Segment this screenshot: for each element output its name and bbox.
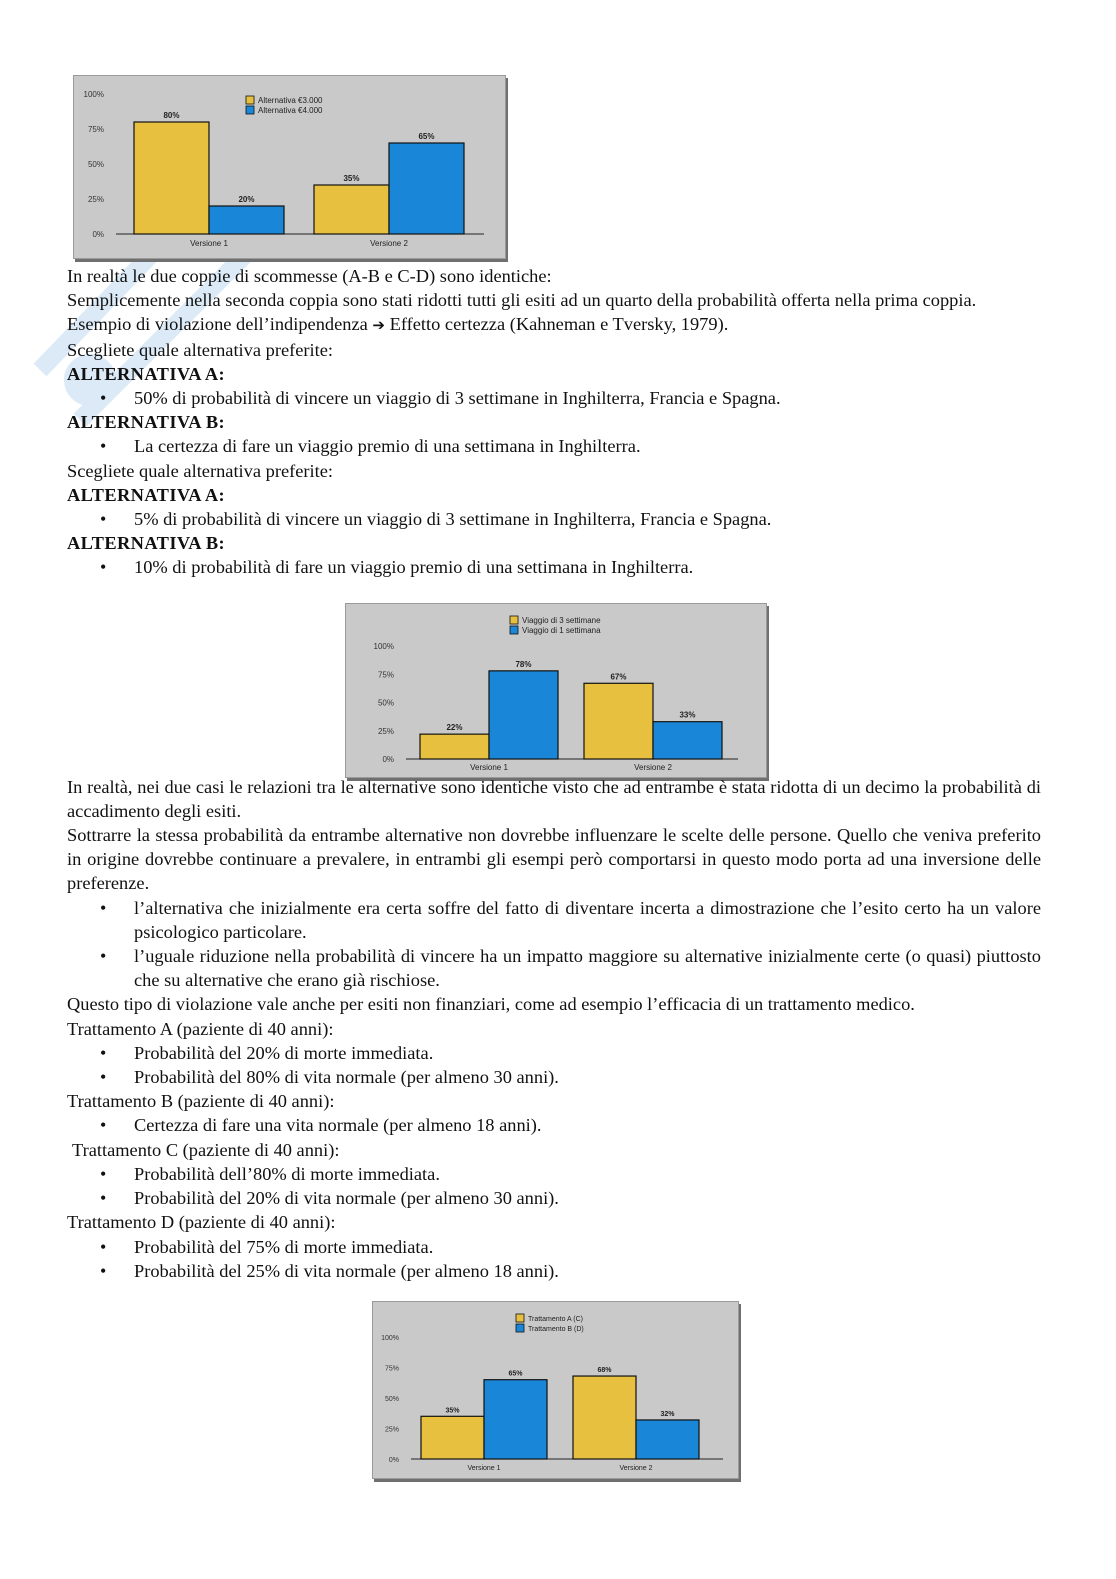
bullet-list: [67, 1113, 1041, 1137]
paragraph: In realtà, nei due casi le relazioni tra le alternative sono identiche visto che ad entrambe è stata ridotta di un decimo la probabilità di accadimento degli esiti.: [67, 776, 1041, 821]
bullet-list: [67, 434, 1041, 458]
bar: [573, 1376, 636, 1459]
y-tick-label: 100%: [83, 90, 104, 99]
list-item: • 50% di probabilità di vincere un viaggio di 3 settimane in Inghilterra, Francia e Spagna.: [67, 386, 1041, 410]
y-tick-label: 50%: [384, 1396, 399, 1403]
bar-data-label: 35%: [343, 174, 360, 183]
legend-swatch: [246, 106, 254, 114]
x-category-label: Versione 1: [470, 763, 508, 772]
y-tick-label: 100%: [381, 1335, 399, 1342]
legend-label: Viaggio di 3 settimane: [522, 616, 601, 625]
bar-data-label: 80%: [163, 111, 180, 120]
bar: [421, 1416, 484, 1459]
treatment-d-heading: Trattamento D (paziente di 40 anni):: [67, 1212, 336, 1233]
paragraph-text: Esempio di violazione dell’indipendenza: [67, 314, 373, 335]
bar-data-label: 67%: [610, 672, 627, 682]
legend-label: Alternativa €3.000: [258, 96, 323, 105]
bar-data-label: 65%: [508, 1370, 523, 1378]
list-item: • Probabilità del 20% di morte immediata.: [67, 1041, 1041, 1065]
x-category-label: Versione 1: [467, 1465, 501, 1472]
list-item: • l’alternativa che inizialmente era certa soffre del fatto di diventare incerta a dimostrazione che l’esito certo ha un valore psicologico particolare.: [67, 896, 1041, 944]
paragraph: Scegliete quale alternativa preferite:: [67, 339, 334, 360]
y-tick-label: 50%: [87, 160, 104, 169]
bar-data-label: 33%: [679, 710, 696, 720]
legend-swatch: [516, 1314, 524, 1322]
treatment-a-heading: Trattamento A (paziente di 40 anni):: [67, 1018, 334, 1039]
bullet-list: [67, 555, 1041, 579]
x-category-label: Versione 2: [619, 1465, 653, 1472]
chart-3-svg: [373, 1302, 738, 1478]
list-item: • l’uguale riduzione nella probabilità di vincere ha un impatto maggiore su alternative inizialmente certe (o quasi) piuttosto che su alternative che erano già rischiose.: [67, 944, 1041, 992]
y-tick-label: 75%: [377, 670, 394, 680]
bullet-list: [67, 386, 1041, 410]
bar-data-label: 35%: [445, 1407, 460, 1415]
bar: [134, 122, 209, 234]
bullet-list: [67, 1162, 1041, 1210]
bar: [314, 185, 389, 234]
y-tick-label: 25%: [87, 195, 104, 204]
bar-data-label: 78%: [515, 659, 532, 669]
bar-data-label: 65%: [418, 132, 435, 141]
paragraph-text: Effetto certezza (Kahneman e Tversky, 1979).: [384, 314, 729, 335]
bullet-list: [67, 507, 1041, 531]
y-tick-label: 50%: [377, 698, 394, 708]
heading-alternativa-a: ALTERNATIVA A:: [67, 484, 226, 505]
chart-2-spacer: [67, 580, 1041, 775]
paragraph: Scegliete quale alternativa preferite:: [67, 460, 334, 481]
chart-1-svg: [74, 76, 505, 258]
bar-data-label: 68%: [597, 1367, 612, 1375]
x-category-label: Versione 2: [634, 763, 672, 772]
treatment-c-heading: Trattamento C (paziente di 40 anni):: [72, 1139, 340, 1160]
y-tick-label: 0%: [92, 230, 104, 239]
bar-data-label: 22%: [446, 723, 463, 733]
x-category-label: Versione 1: [190, 239, 228, 248]
y-tick-label: 75%: [87, 125, 104, 134]
heading-alternativa-b: ALTERNATIVA B:: [67, 412, 226, 433]
x-category-label: Versione 2: [370, 239, 408, 248]
bar-data-label: 32%: [660, 1410, 675, 1418]
bullet-list: [67, 1235, 1041, 1283]
legend-swatch: [516, 1324, 524, 1332]
legend-label: Trattamento A (C): [528, 1316, 583, 1323]
list-item: • La certezza di fare un viaggio premio di una settimana in Inghilterra.: [67, 434, 1041, 458]
legend-label: Trattamento B (D): [528, 1326, 584, 1333]
list-item: • Probabilità del 75% di morte immediata.: [67, 1235, 1041, 1259]
y-tick-label: 25%: [384, 1426, 399, 1434]
bar: [389, 143, 464, 234]
y-tick-label: 0%: [382, 755, 394, 764]
list-item: • Certezza di fare una vita normale (per almeno 18 anni).: [67, 1113, 1041, 1137]
bullet-list: [67, 1041, 1041, 1089]
list-item: • Probabilità del 80% di vita normale (per almeno 30 anni).: [67, 1065, 1041, 1089]
y-tick-label: 100%: [373, 642, 394, 651]
y-tick-label: 75%: [384, 1365, 399, 1373]
legend-label: Alternativa €4.000: [258, 106, 323, 115]
bar: [484, 1380, 547, 1459]
paragraph: Questo tipo di violazione vale anche per esiti non finanziari, come ad esempio l’efficacia di un trattamento medico.: [67, 994, 915, 1015]
paragraph: Semplicemente nella seconda coppia sono stati ridotti tutti gli esiti ad un quarto della probabilità offerta nella prima coppia.: [67, 290, 977, 311]
paragraph: Sottrarre la stessa probabilità da entrambe alternative non dovrebbe influenzare le scelte delle persone. Quello che veniva preferito in origine dovrebbe continuare a prevalere, in entrambi gli esempi però comportarsi in questo modo porta ad una inversione delle preferenze.: [67, 825, 1041, 894]
heading-alternativa-b: ALTERNATIVA B:: [67, 533, 226, 554]
chart-1: [73, 75, 506, 259]
list-item: • 5% di probabilità di vincere un viaggio di 3 settimane in Inghilterra, Francia e Spagna.: [67, 507, 1041, 531]
heading-alternativa-a: ALTERNATIVA A:: [67, 363, 226, 384]
right-arrow-icon: ➔: [372, 316, 385, 335]
y-tick-label: 0%: [388, 1457, 399, 1464]
document-body: [67, 264, 1041, 1283]
list-item: • Probabilità del 20% di vita normale (per almeno 30 anni).: [67, 1186, 1041, 1210]
paragraph: In realtà le due coppie di scommesse (A-B e C-D) sono identiche:: [67, 266, 552, 286]
bullet-list: [67, 896, 1041, 993]
y-tick-label: 25%: [377, 726, 394, 736]
legend-swatch: [246, 96, 254, 104]
list-item: • 10% di probabilità di fare un viaggio premio di una settimana in Inghilterra.: [67, 555, 1041, 579]
bar-data-label: 20%: [238, 195, 255, 204]
chart-3: [372, 1301, 739, 1479]
bar: [209, 206, 284, 234]
treatment-b-heading: Trattamento B (paziente di 40 anni):: [67, 1091, 335, 1112]
list-item: • Probabilità dell’80% di morte immediata.: [67, 1162, 1041, 1186]
legend-label: Viaggio di 1 settimana: [522, 626, 601, 635]
paragraph: [67, 312, 1041, 337]
list-item: • Probabilità del 25% di vita normale (per almeno 18 anni).: [67, 1259, 1041, 1283]
bar: [636, 1420, 699, 1459]
